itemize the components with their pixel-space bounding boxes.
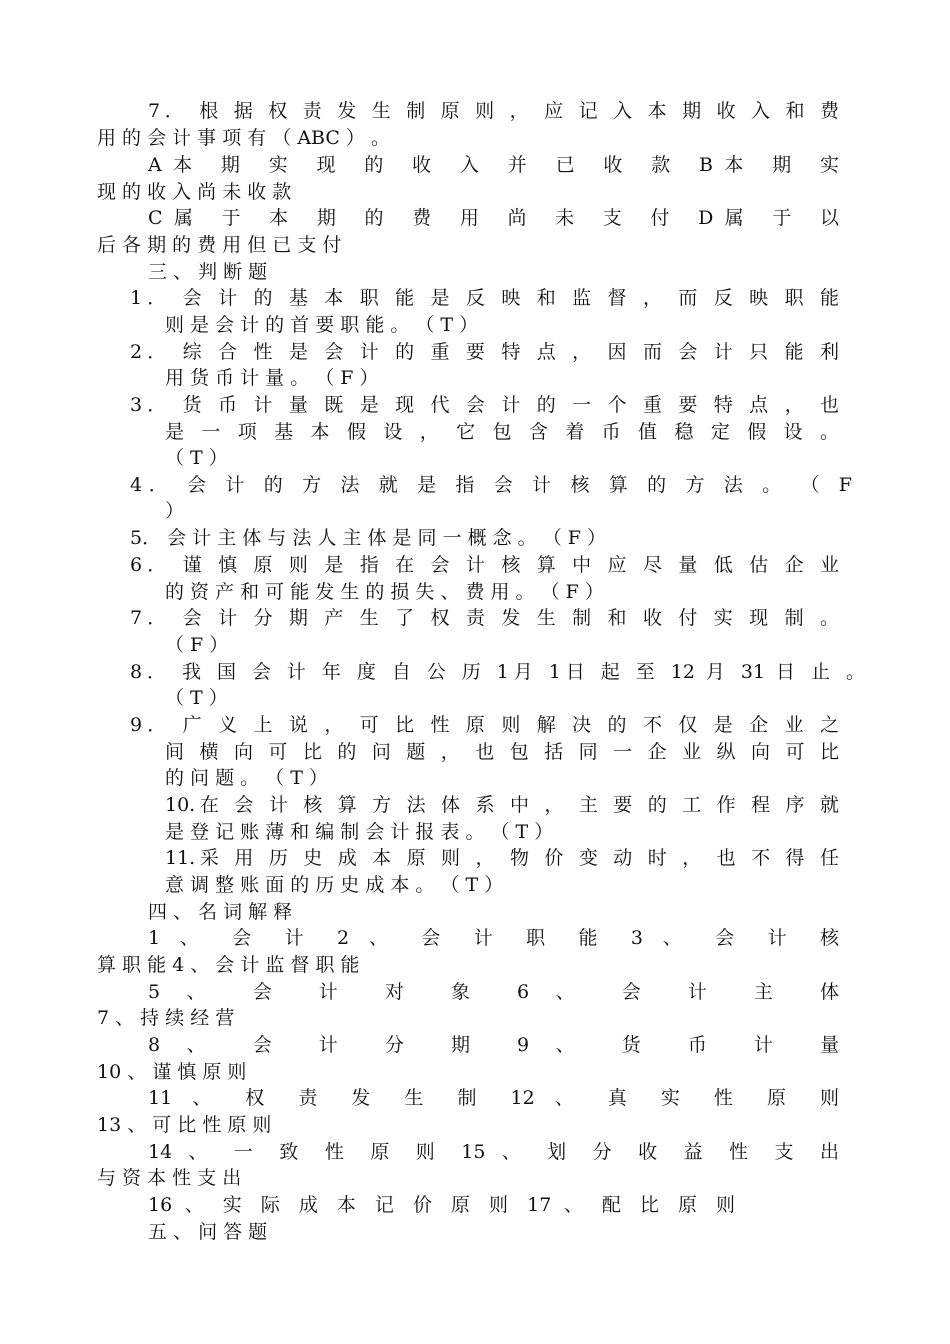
text-line: 8． 我 国 会 计 年 度 自 公 历 1月 1日 起 至 12 月 31 日 止 。 bbox=[130, 661, 865, 683]
text-line: 13 、 可 比 性 原 则 bbox=[97, 1114, 272, 1136]
text-line: 1． 会 计 的 基 本 职 能 是 反 映 和 监 督 ， 而 反 映 职 能 bbox=[130, 287, 839, 309]
text-line: 则 是 会 计 的 首 要 职 能 。 （ T ） bbox=[165, 314, 479, 336]
text-line: 与 资 本 性 支 出 bbox=[97, 1167, 242, 1189]
text-line: 9． 广 义 上 说 ， 可 比 性 原 则 解 决 的 不 仅 是 企 业 之 bbox=[130, 714, 839, 736]
text-line: 的 资 产 和 可 能 发 生 的 损 失 、 费 用 。 （ F ） bbox=[165, 581, 604, 603]
text-line: 间 横 向 可 比 的 问 题 ， 也 包 括 同 一 企 业 纵 向 可 比 bbox=[165, 741, 839, 763]
text-line: 11 、 权 责 发 生 制 12 、 真 实 性 原 则 bbox=[148, 1087, 839, 1109]
text-line: 16 、 实 际 成 本 记 价 原 则 17 、 配 比 原 则 bbox=[148, 1194, 735, 1216]
section-heading: 三 、 判 断 题 bbox=[148, 261, 268, 283]
text-line: 用 的 会 计 事 项 有 （ ABC ） 。 bbox=[97, 127, 390, 149]
text-line: 意 调 整 账 面 的 历 史 成 本 。 （ T ） bbox=[165, 874, 504, 896]
text-line: （ T ） bbox=[165, 687, 228, 709]
text-line: 3． 货 币 计 量 既 是 现 代 会 计 的 一 个 重 要 特 点 ， 也 bbox=[130, 394, 839, 416]
text-line: 算 职 能 4 、 会 计 监 督 职 能 bbox=[97, 954, 360, 976]
section-heading: 四 、 名 词 解 释 bbox=[148, 901, 293, 923]
text-line: 1 、 会 计 2 、 会 计 职 能 3 、 会 计 核 bbox=[148, 927, 839, 949]
section-heading: 五 、 问 答 题 bbox=[148, 1221, 268, 1243]
text-line: （ T ） bbox=[165, 447, 228, 469]
text-line: 7 、 持 续 经 营 bbox=[97, 1007, 235, 1029]
text-line: 后 各 期 的 费 用 但 已 支 付 bbox=[97, 234, 342, 256]
text-line: 8 、 会 计 分 期 9 、 货 币 计 量 bbox=[148, 1034, 839, 1056]
text-line: 是 登 记 账 薄 和 编 制 会 计 报 表 。 （ T ） bbox=[165, 821, 554, 843]
text-line: 11.采 用 历 史 成 本 原 则 ， 物 价 变 动 时 ， 也 不 得 任 bbox=[165, 847, 839, 869]
text-line: 10.在 会 计 核 算 方 法 体 系 中 ， 主 要 的 工 作 程 序 就 bbox=[165, 794, 839, 816]
text-line: 的 问 题 。 （ T ） bbox=[165, 767, 328, 789]
text-line: 5 、 会 计 对 象 6 、 会 计 主 体 bbox=[148, 981, 839, 1003]
text-line: C属 于 本 期 的 费 用 尚 未 支 付 D属 于 以 bbox=[148, 207, 839, 229]
text-line: 4． 会 计 的 方 法 就 是 指 会 计 核 算 的 方 法 。 （ F bbox=[130, 474, 852, 496]
text-line: 2． 综 合 性 是 会 计 的 重 要 特 点 ， 因 而 会 计 只 能 利 bbox=[130, 341, 839, 363]
text-line: A本 期 实 现 的 收 入 并 已 收 款 B本 期 实 bbox=[148, 154, 839, 176]
text-line: （ F ） bbox=[165, 634, 229, 656]
text-line: 是 一 项 基 本 假 设 ， 它 包 含 着 币 值 稳 定 假 设 。 bbox=[165, 421, 839, 443]
text-line: 7． 会 计 分 期 产 生 了 权 责 发 生 制 和 收 付 实 现 制 。 bbox=[130, 607, 839, 629]
text-line: 10 、 谨 慎 原 则 bbox=[97, 1061, 247, 1083]
text-line: 7． 根 据 权 责 发 生 制 原 则 ， 应 记 入 本 期 收 入 和 费 bbox=[148, 100, 839, 122]
text-line: 用 货 币 计 量 。 （ F ） bbox=[165, 367, 379, 389]
text-line: 现 的 收 入 尚 未 收 款 bbox=[97, 181, 292, 203]
text-line: 6． 谨 慎 原 则 是 指 在 会 计 核 算 中 应 尽 量 低 估 企 业 bbox=[130, 554, 839, 576]
text-line: 14 、 一 致 性 原 则 15 、 划 分 收 益 性 支 出 bbox=[148, 1141, 839, 1163]
text-line: 5． 会 计 主 体 与 法 人 主 体 是 同 一 概 念 。 （ F ） bbox=[130, 527, 606, 549]
text-line: ） bbox=[165, 500, 185, 522]
